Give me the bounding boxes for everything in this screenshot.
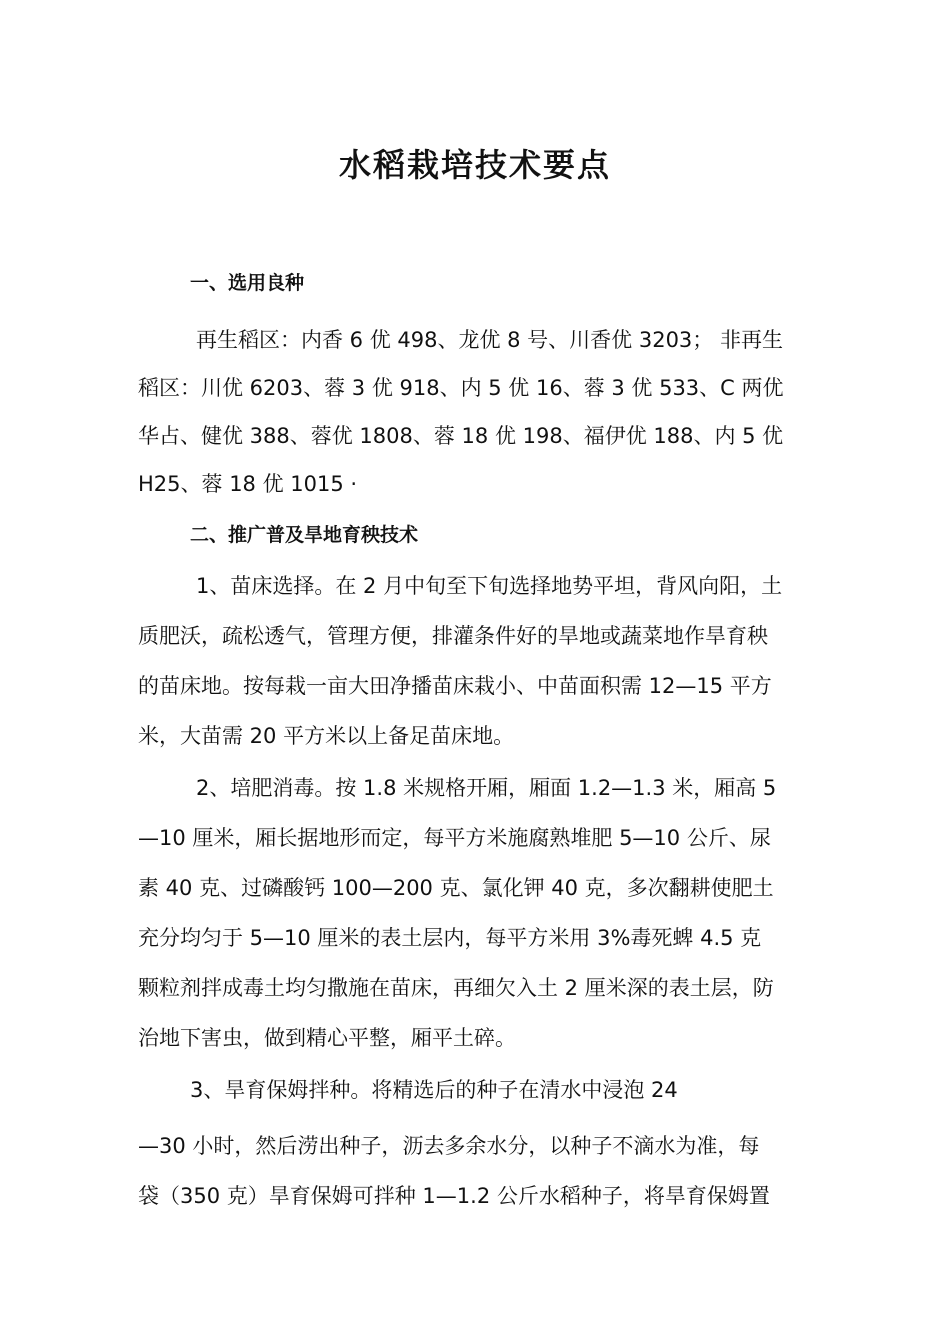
paragraph-line: 再生稻区：内香 6 优 498、龙优 8 号、川香优 3203； 非再生 (196, 328, 783, 352)
paragraph-line: 充分均匀于 5—10 厘米的表土层内，每平方米用 3%毒死蜱 4.5 克 (138, 926, 762, 950)
paragraph-line: 质肥沃，疏松透气，管理方便，排灌条件好的旱地或蔬菜地作旱育秧 (138, 624, 768, 648)
paragraph-line: 2、培肥消毒。按 1.8 米规格开厢，厢面 1.2—1.3 米，厢高 5 (196, 776, 777, 800)
paragraph-line: 颗粒剂拌成毒土均匀撒施在苗床，再细欠入土 2 厘米深的表土层，防 (138, 976, 774, 1000)
paragraph-line: 1、苗床选择。在 2 月中旬至下旬选择地势平坦，背风向阳，土 (196, 574, 783, 598)
paragraph-line: 治地下害虫，做到精心平整，厢平土碎。 (138, 1026, 516, 1050)
paragraph-line: 米，大苗需 20 平方米以上备足苗床地。 (138, 724, 515, 748)
paragraph-line: 稻区：川优 6203、蓉 3 优 918、内 5 优 16、蓉 3 优 533、C 两优 (138, 376, 784, 400)
paragraph-line: 素 40 克、过磷酸钙 100—200 克、氯化钾 40 克，多次翻耕使肥土 (138, 876, 774, 900)
page-title: 水稻栽培技术要点 (338, 146, 611, 184)
paragraph-line: —10 厘米，厢长据地形而定，每平方米施腐熟堆肥 5—10 公斤、尿 (138, 826, 771, 850)
section-heading: 二、推广普及旱地育秧技术 (190, 524, 419, 546)
paragraph-line: —30 小时，然后涝出种子，沥去多余水分，以种子不滴水为准，每 (138, 1134, 760, 1158)
paragraph-line: 3、旱育保姆拌种。将精选后的种子在清水中浸泡 24 (190, 1078, 678, 1102)
paragraph-line: 袋（350 克）旱育保姆可拌种 1—1.2 公斤水稻种子，将旱育保姆置 (138, 1184, 770, 1208)
paragraph-line: 华占、健优 388、蓉优 1808、蓉 18 优 198、福伊优 188、内 5 优 (138, 424, 784, 448)
paragraph-line: 的苗床地。按每栽一亩大田净播苗床栽小、中苗面积需 12—15 平方 (138, 674, 772, 698)
paragraph-line: H25、蓉 18 优 1015 · (138, 472, 358, 496)
section-heading: 一、选用良种 (190, 272, 305, 294)
